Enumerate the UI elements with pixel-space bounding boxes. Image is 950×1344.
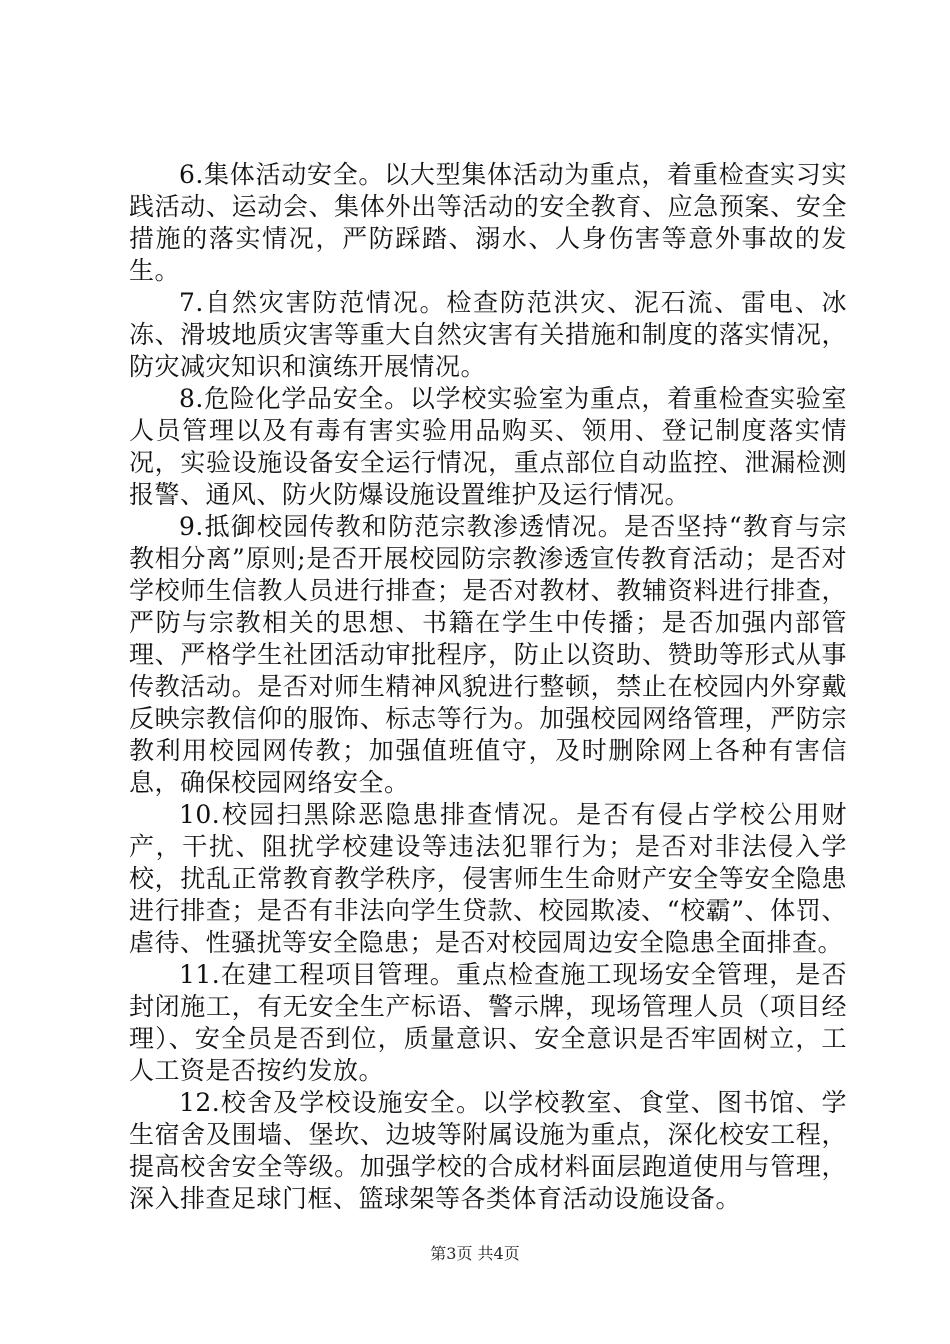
body-text (129, 159, 847, 1215)
paragraph-item-10: 10.校园扫黑除恶隐患排查情况。是否有侵占学校公用财产，干扰、阻扰学校建设等违法犯罪行为；是否对非法侵入学校，扰乱正常教育教学秩序，侵害师生生命财产安全等安全隐患进行排查；是否有非法向学生贷款、校园欺凌、“校霸”、体罚、虐待、性骚扰等安全隐患；是否对校园周边安全隐患全面排查。 (129, 800, 847, 957)
paragraph-item-8: 8.危险化学品安全。以学校实验室为重点，着重检查实验室人员管理以及有毒有害实验用品购买、领用、登记制度落实情况，实验设施设备安全运行情况，重点部位自动监控、泄漏检测报警、通风、防火防爆设施设置维护及运行情况。 (129, 384, 847, 509)
paragraph-item-9: 9.抵御校园传教和防范宗教渗透情况。是否坚持“教育与宗教相分离”原则;是否开展校园防宗教渗透宣传教育活动；是否对学校师生信教人员进行排查；是否对教材、教辅资料进行排查，严防与宗教相关的思想、书籍在学生中传播；是否加强内部管理、严格学生社团活动审批程序，防止以资助、赞助等形式从事传教活动。是否对师生精神风貌进行整顿，禁止在校园内外穿戴反映宗教信仰的服饰、标志等行为。加强校园网络管理，严防宗教利用校园网传教；加强值班值守，及时删除网上各种有害信息，确保校园网络安全。 (129, 512, 847, 797)
paragraph-item-6: 6.集体活动安全。以大型集体活动为重点，着重检查实习实践活动、运动会、集体外出等活动的安全教育、应急预案、安全措施的落实情况，严防踩踏、溺水、人身伤害等意外事故的发生。 (129, 160, 847, 285)
paragraph-item-12: 12.校舍及学校设施安全。以学校教室、食堂、图书馆、学生宿舍及围墙、堡坎、边坡等附属设施为重点，深化校安工程，提高校舍安全等级。加强学校的合成材料面层跑道使用与管理，深入排查足球门框、篮球架等各类体育活动设施设备。 (129, 1088, 847, 1213)
paragraph-item-7: 7.自然灾害防范情况。检查防范洪灾、泥石流、雷电、冰冻、滑坡地质灾害等重大自然灾害有关措施和制度的落实情况，防灾减灾知识和演练开展情况。 (129, 288, 847, 381)
page-number-footer: 第3页 共4页 (430, 1244, 520, 1263)
paragraph-item-11: 11.在建工程项目管理。重点检查施工现场安全管理，是否封闭施工，有无安全生产标语、警示牌，现场管理人员（项目经理）、安全员是否到位，质量意识、安全意识是否牢固树立，工人工资是否按约发放。 (129, 960, 847, 1085)
